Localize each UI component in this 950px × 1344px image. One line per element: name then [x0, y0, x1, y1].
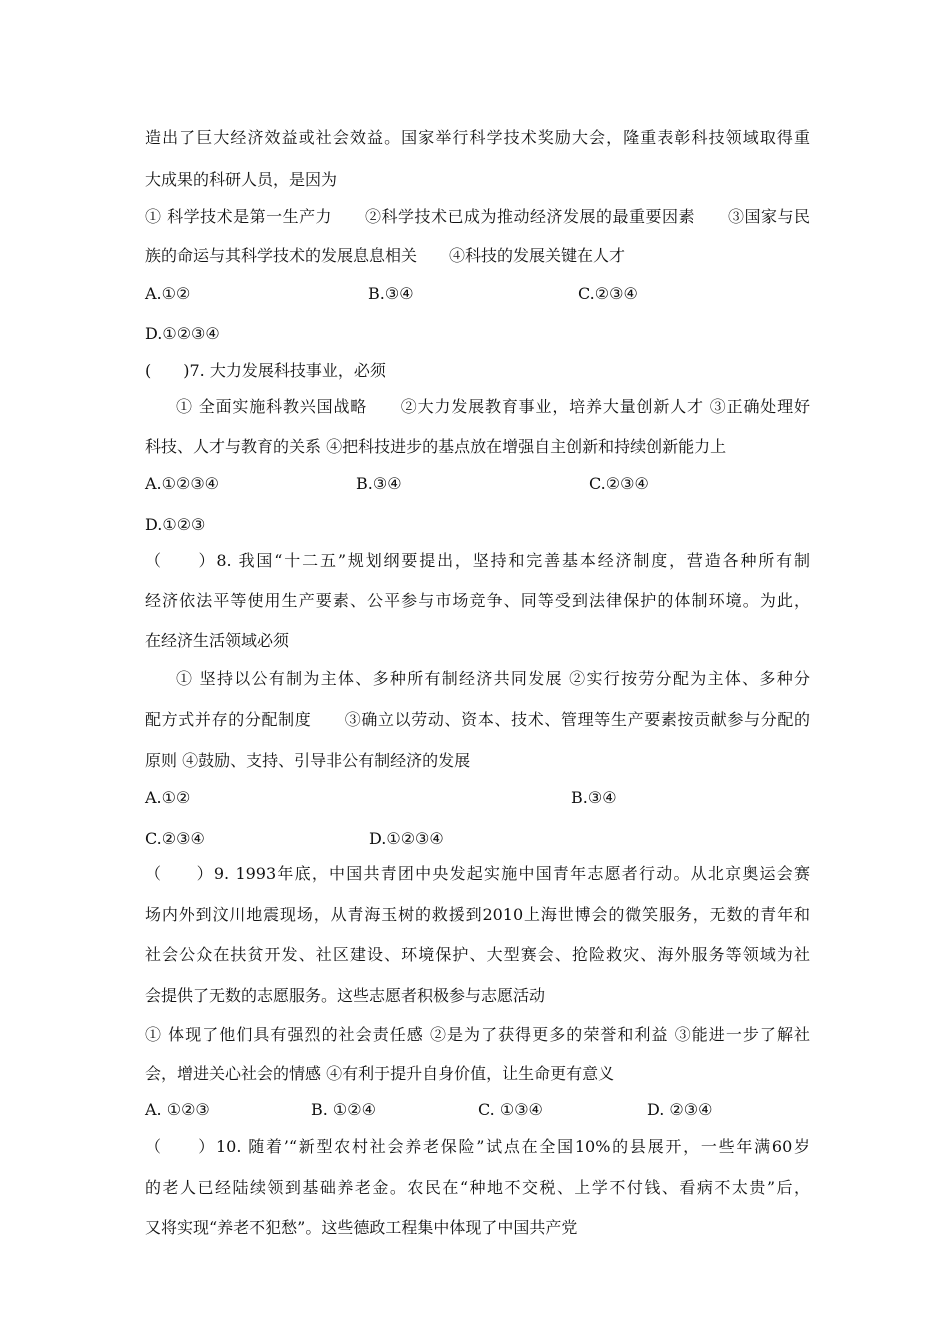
- q6-option-d: D.①②③④: [145, 324, 220, 343]
- q9-option-c: C. ①③④: [478, 1100, 543, 1119]
- q7-option-a: A.①②③④: [145, 474, 220, 493]
- q8-option-a: A.①②: [145, 788, 191, 807]
- q8-option-d: D.①②③④: [369, 829, 444, 848]
- q6-line-4: 族的命运与其科学技术的发展息息相关 ④科技的发展关键在人才: [145, 246, 626, 265]
- q6-option-a: A.①②: [145, 284, 191, 303]
- q8-line-2: 经济依法平等使用生产要素、公平参与市场竞争、同等受到法律保护的体制环境。为此，: [145, 591, 810, 610]
- q9-line-5: ① 体现了他们具有强烈的社会责任感 ②是为了获得更多的荣誉和利益 ③能进一步了解社: [145, 1025, 810, 1044]
- q10-line-2: 的老人已经陆续领到基础养老金。农民在“种地不交税、上学不付钱、看病不太贵”后，: [145, 1178, 810, 1197]
- q8-line-1: （ ）8. 我国“十二五”规划纲要提出，坚持和完善基本经济制度，营造各种所有制: [145, 551, 810, 570]
- q7-line-2: 科技、人才与教育的关系 ④把科技进步的基点放在增强自主创新和持续创新能力上: [145, 437, 727, 456]
- q6-line-3: ① 科学技术是第一生产力 ②科学技术已成为推动经济发展的最重要因素 ③国家与民: [145, 207, 810, 226]
- q8-option-b: B.③④: [571, 788, 617, 807]
- q8-line-5: 配方式并存的分配制度 ③确立以劳动、资本、技术、管理等生产要素按贡献参与分配的: [145, 710, 810, 729]
- q9-line-4: 会提供了无数的志愿服务。这些志愿者积极参与志愿活动: [145, 986, 546, 1005]
- q8-line-4: ① 坚持以公有制为主体、多种所有制经济共同发展 ②实行按劳分配为主体、多种分: [176, 669, 810, 688]
- q9-option-a: A. ①②③: [145, 1100, 210, 1119]
- q7-option-b: B.③④: [356, 474, 402, 493]
- q8-option-c: C.②③④: [145, 829, 205, 848]
- q7-stem: ( )7. 大力发展科技事业，必须: [145, 361, 386, 380]
- q10-line-1: （ ）10. 随着’“新型农村社会养老保险”试点在全国10%的县展开，一些年满60岁: [145, 1137, 810, 1156]
- q7-option-c: C.②③④: [589, 474, 649, 493]
- q9-option-b: B. ①②④: [311, 1100, 376, 1119]
- q6-line-2: 大成果的科研人员，是因为: [145, 170, 338, 189]
- q6-line-1: 造出了巨大经济效益或社会效益。国家举行科学技术奖励大会，隆重表彰科技领域取得重: [145, 128, 810, 147]
- q9-line-2: 场内外到汶川地震现场，从青海玉树的救援到2010上海世博会的微笑服务，无数的青年和: [145, 905, 810, 924]
- q7-option-d: D.①②③: [145, 515, 206, 534]
- q9-option-d: D. ②③④: [647, 1100, 713, 1119]
- q7-line-1: ① 全面实施科教兴国战略 ②大力发展教育事业，培养大量创新人才 ③正确处理好: [176, 397, 810, 416]
- q10-line-3: 又将实现“养老不犯愁”。这些德政工程集中体现了中国共产党: [145, 1218, 578, 1237]
- q6-option-b: B.③④: [368, 284, 414, 303]
- q9-line-1: （ ）9. 1993年底，中国共青团中央发起实施中国青年志愿者行动。从北京奥运会赛: [145, 864, 810, 883]
- q8-line-3: 在经济生活领域必须: [145, 631, 290, 650]
- q6-option-c: C.②③④: [578, 284, 638, 303]
- q9-line-6: 会，增进关心社会的情感 ④有利于提升自身价值，让生命更有意义: [145, 1064, 615, 1083]
- q8-line-6: 原则 ④鼓励、支持、引导非公有制经济的发展: [145, 751, 471, 770]
- q9-line-3: 社会公众在扶贫开发、社区建设、环境保护、大型赛会、抢险救灾、海外服务等领域为社: [145, 945, 810, 964]
